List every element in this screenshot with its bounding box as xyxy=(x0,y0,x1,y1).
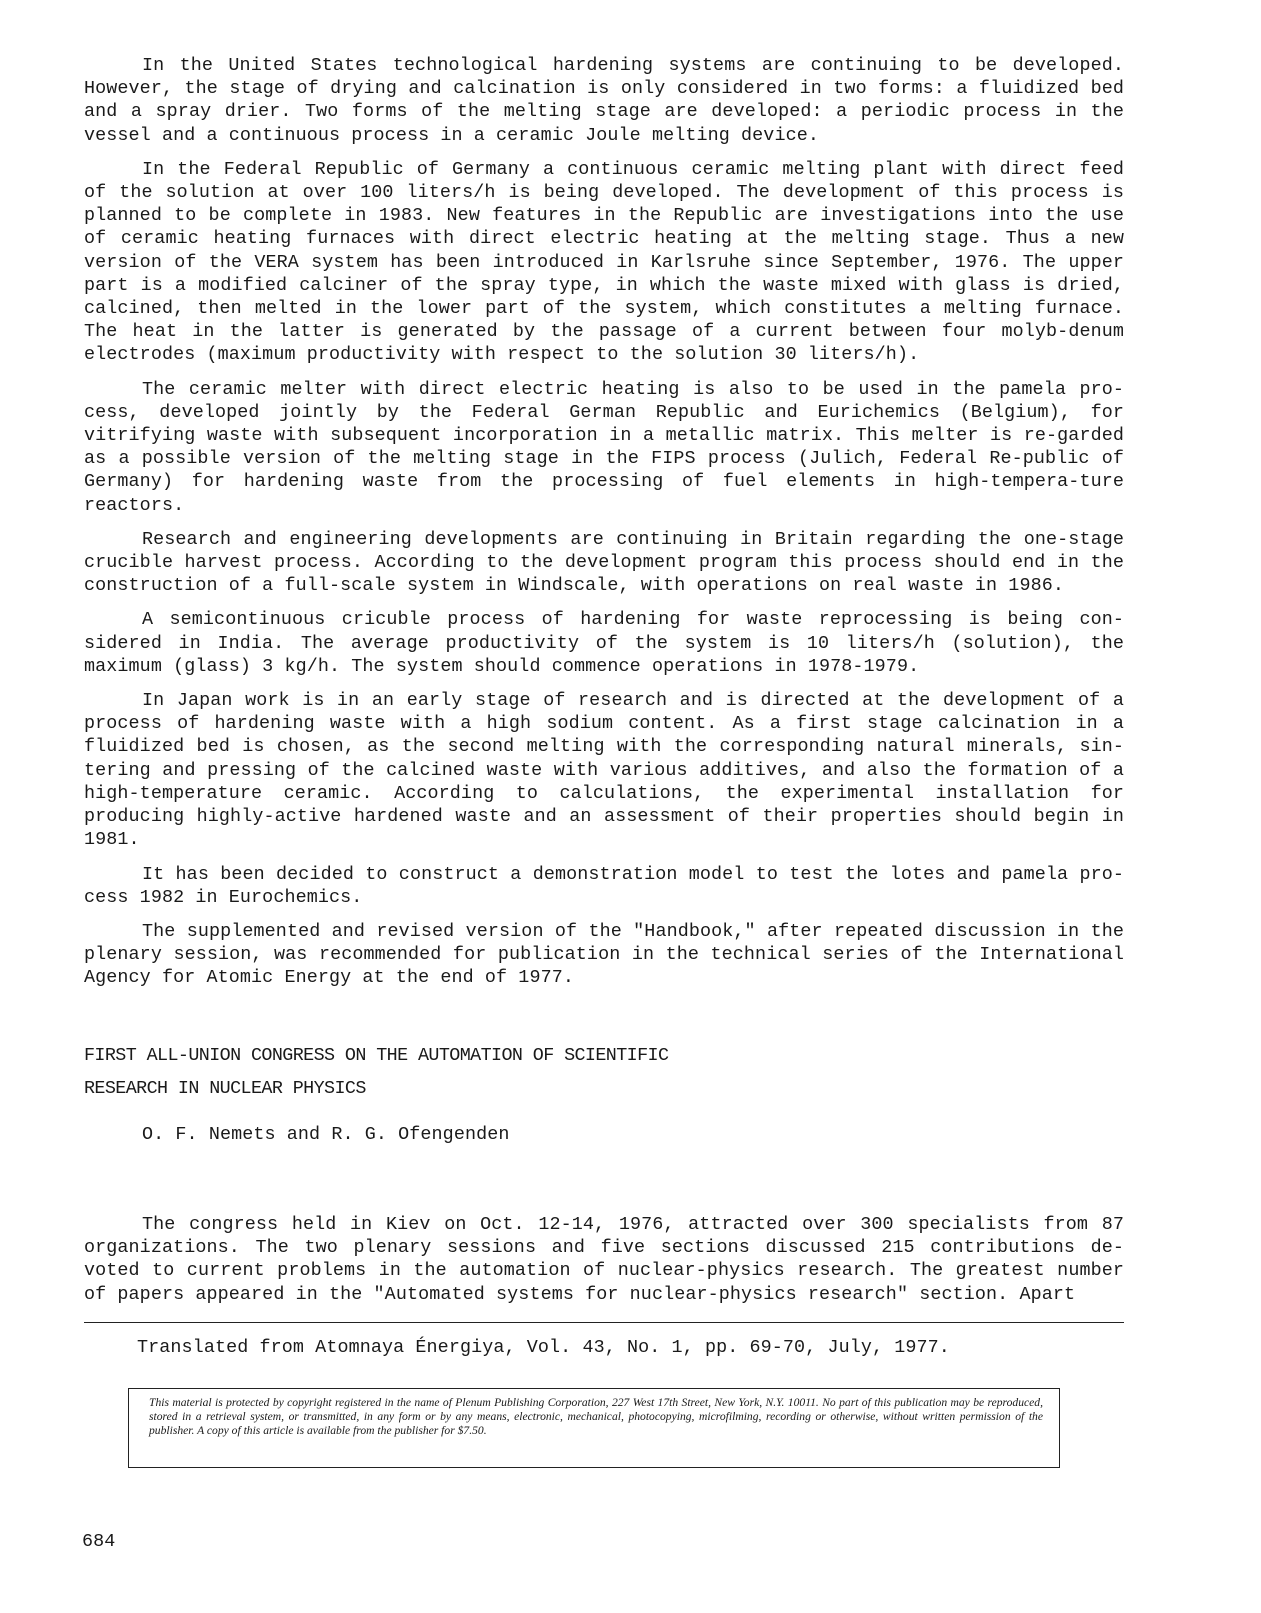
footnote-divider xyxy=(84,1322,1124,1323)
paragraph-demonstration-model: It has been decided to construct a demonstration model to test the lotes and pamela pro-cess 1982 in Eurochemics. xyxy=(84,863,1124,908)
paragraph-congress-intro: The congress held in Kiev on Oct. 12-14, 1976, attracted over 300 specialists from 87 organizations. The two plenary sessions and five sections discussed 215 contributions de-voted to current problems in the automation of nuclear-physics research. The greatest number of papers appeared in the "Automated systems for nuclear-physics research" section. Apart xyxy=(84,1214,1124,1305)
paragraph-britain: Research and engineering developments are continuing in Britain regarding the one-stage crucible harvest process. According to the development program this process should end in the construction of a full-scale system in Windscale, with operations on real waste in 1986. xyxy=(84,528,1124,597)
copyright-notice-box xyxy=(128,1388,1060,1468)
article-title xyxy=(84,1044,1124,1110)
copyright-notice: This material is protected by copyright registered in the name of Plenum Publishing Corporation, 227 West 17th Street, New York, N.Y. 10011. No part of this publication may be reproduced, stored in a retrieval system, or transmitted, in any form or by any means, electronic, mechanical, photocopying, microfilming, recording or otherwise, without written permission of the publisher. A copy of this article is available from the publisher for $7.50. xyxy=(149,1396,1043,1438)
body-text xyxy=(84,54,1124,1001)
paragraph-india: A semicontinuous cricuble process of hardening for waste reprocessing is being con-sidered in India. The average productivity of the system is 10 liters/h (solution), the maximum (glass) 3 kg/h. The system should commence operations in 1978-1979. xyxy=(84,609,1124,677)
article-title-line-1: FIRST ALL-UNION CONGRESS ON THE AUTOMATION OF SCIENTIFIC xyxy=(84,1045,669,1066)
paragraph-japan: In Japan work is in an early stage of research and is directed at the development of a process of hardening waste with a high sodium content. As a first stage calcination in a fluidized bed is chosen, as the second melting with the corresponding natural minerals, sin-tering and pressing of the calcined waste with various additives, and also the formation of a high-temperature ceramic. According to calculations, the experimental installation for producing highly-active hardened waste and an assessment of their properties should begin in 1981. xyxy=(84,690,1124,851)
translation-note: Translated from Atomnaya Énergiya, Vol. 43, No. 1, pp. 69-70, July, 1977. xyxy=(137,1337,950,1358)
paragraph-handbook: The supplemented and revised version of the "Handbook," after repeated discussion in the plenary session, was recommended for publication in the technical series of the International Agency for Atomic Energy at the end of 1977. xyxy=(84,920,1124,989)
article-authors: O. F. Nemets and R. G. Ofengenden xyxy=(142,1124,510,1145)
paragraph-us-hardening: In the United States technological hardening systems are continuing to be developed. However, the stage of drying and calcination is only considered in two forms: a fluidized bed and a spray drier. Two forms of the melting stage are developed: a periodic process in the vessel and a continuous process in a ceramic Joule melting device. xyxy=(84,55,1124,146)
page-number: 684 xyxy=(82,1531,116,1552)
paragraph-germany-melting: In the Federal Republic of Germany a continuous ceramic melting plant with direct feed of the solution at over 100 liters/h is being developed. The development of this process is planned to be complete in 1983. New features in the Republic are investigations into the use of ceramic heating furnaces with direct electric heating at the melting stage. Thus a new version of the VERA system has been introduced in Karlsruhe since September, 1976. The upper part is a modified calciner of the spray type, in which the waste mixed with glass is dried, calcined, then melted in the lower part of the system, which constitutes a melting furnace. The heat in the latter is generated by the passage of a current between four molyb-denum electrodes (maximum productivity with respect to the solution 30 liters/h). xyxy=(84,158,1124,366)
article-title-line-2: RESEARCH IN NUCLEAR PHYSICS xyxy=(84,1078,366,1099)
article-body xyxy=(84,1213,1124,1306)
paragraph-pamela-process: The ceramic melter with direct electric heating is also to be used in the pamela pro-cess, developed jointly by the Federal German Republic and Eurichemics (Belgium), for vitrifying waste with subsequent incorporation in a metallic matrix. This melter is re-garded as a possible version of the melting stage in the FIPS process (Julich, Federal Re-public of Germany) for hardening waste from the processing of fuel elements in high-tempera-ture reactors. xyxy=(84,378,1124,516)
